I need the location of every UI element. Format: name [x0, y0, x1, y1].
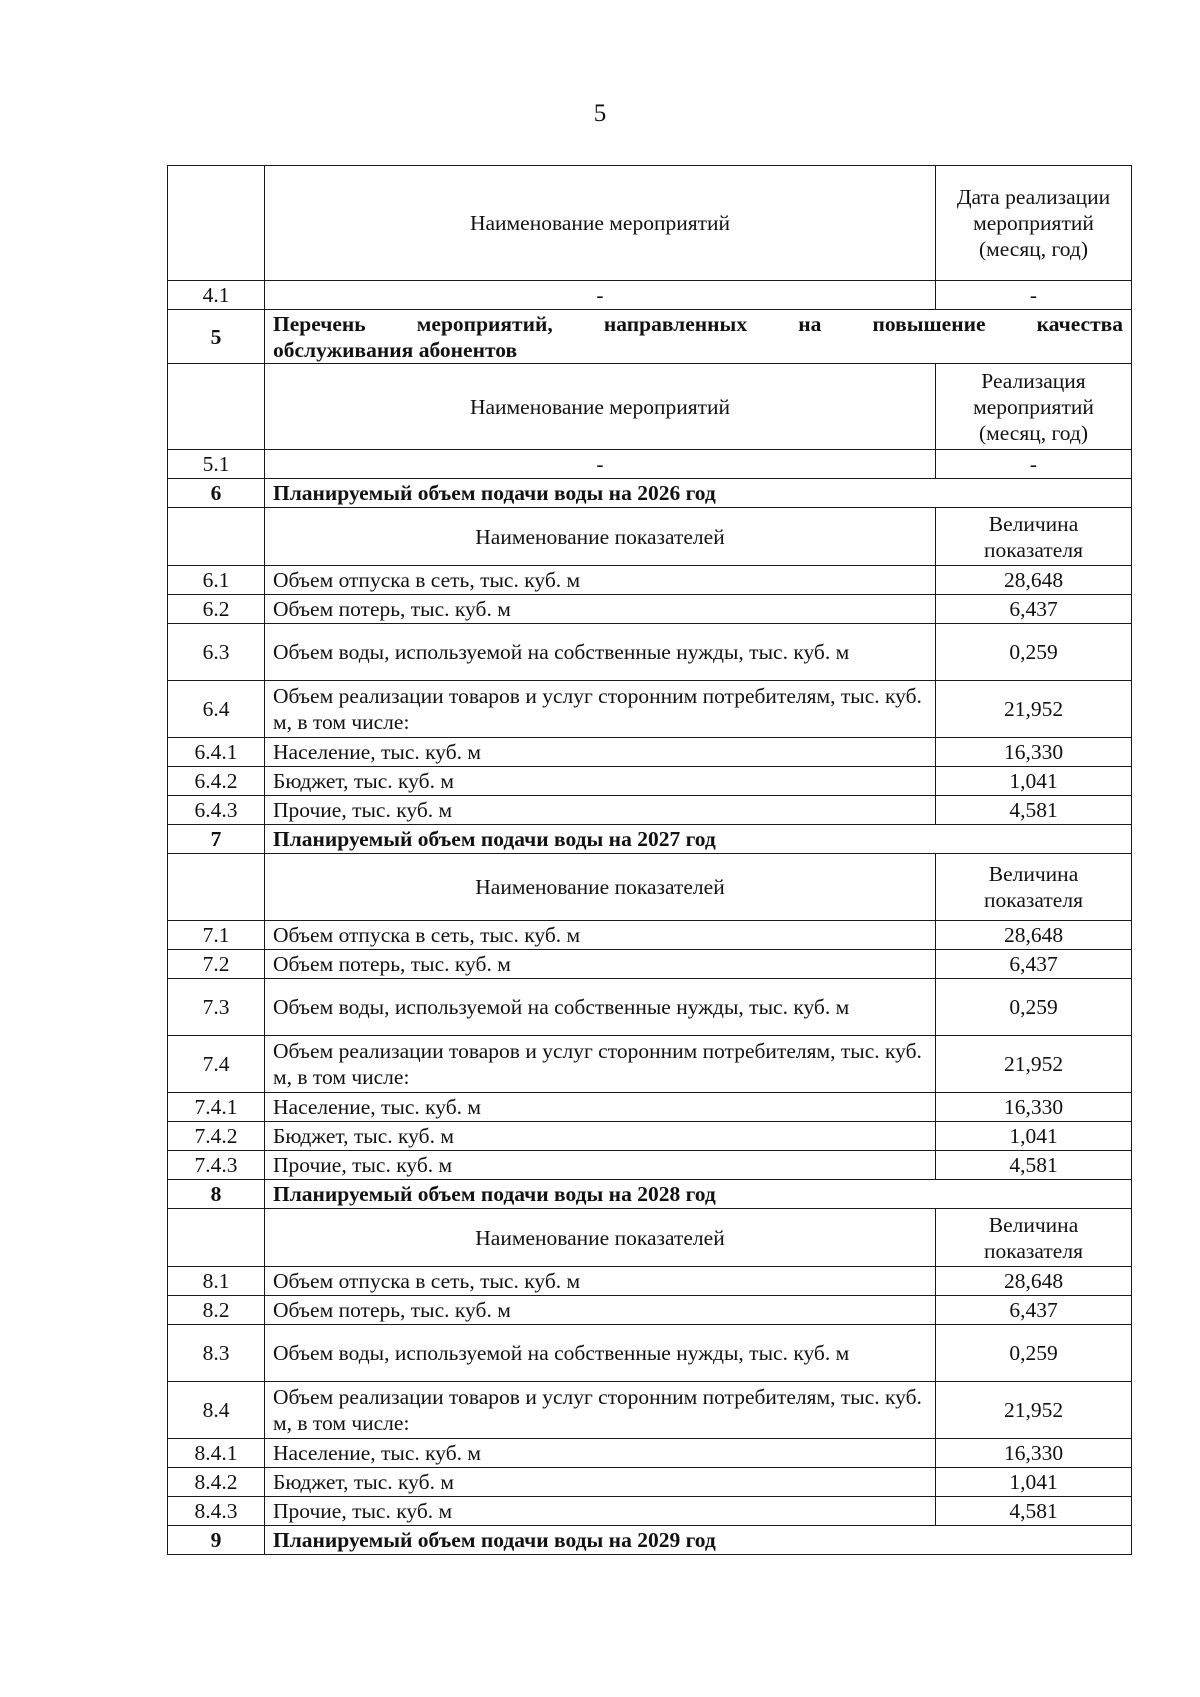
- row-number: 8.4.1: [168, 1439, 265, 1468]
- row-value: 21,952: [936, 1036, 1132, 1093]
- row-number: 7.4.1: [168, 1093, 265, 1122]
- row-value: 28,648: [936, 921, 1132, 950]
- row-number: 5.1: [168, 450, 265, 479]
- row-name: Объем реализации товаров и услуг сторонним потребителям, тыс. куб. м, в том числе:: [265, 681, 936, 738]
- row-name: Бюджет, тыс. куб. м: [265, 767, 936, 796]
- page-number: 5: [593, 100, 607, 127]
- column-header-date: Реализация мероприятий (месяц, год): [936, 364, 1132, 450]
- column-header-name: Наименование показателей: [265, 508, 936, 566]
- row-name: Объем отпуска в сеть, тыс. куб. м: [265, 921, 936, 950]
- row-value: 0,259: [936, 624, 1132, 681]
- table-row: [168, 738, 1132, 767]
- table-row: [168, 767, 1132, 796]
- section-title: Планируемый объем подачи воды на 2027 год: [265, 825, 1132, 854]
- row-name: Прочие, тыс. куб. м: [265, 796, 936, 825]
- table-row: [168, 1093, 1132, 1122]
- section-number: 5: [168, 310, 265, 364]
- row-number: 8.4: [168, 1382, 265, 1439]
- table-row: [168, 1325, 1132, 1382]
- row-number: 8.3: [168, 1325, 265, 1382]
- table-row: [168, 1468, 1132, 1497]
- row-name: Население, тыс. куб. м: [265, 1093, 936, 1122]
- section-number: 8: [168, 1180, 265, 1209]
- table-row: [168, 796, 1132, 825]
- row-number: 6.3: [168, 624, 265, 681]
- row-number: 8.4.2: [168, 1468, 265, 1497]
- row-value: -: [936, 450, 1132, 479]
- row-value: 6,437: [936, 950, 1132, 979]
- column-header-name: Наименование показателей: [265, 854, 936, 921]
- row-number: 7.4.2: [168, 1122, 265, 1151]
- row-value: 16,330: [936, 1093, 1132, 1122]
- row-value: 16,330: [936, 1439, 1132, 1468]
- row-number: 6.4.1: [168, 738, 265, 767]
- section-title: Планируемый объем подачи воды на 2026 год: [265, 479, 1132, 508]
- row-number: 6.4: [168, 681, 265, 738]
- column-header-value: Величина показателя: [936, 508, 1132, 566]
- table-header-row: [168, 854, 1132, 921]
- row-value: 4,581: [936, 1151, 1132, 1180]
- column-header-name: Наименование мероприятий: [265, 364, 936, 450]
- section-row: [168, 825, 1132, 854]
- row-value: 28,648: [936, 566, 1132, 595]
- row-value: -: [936, 281, 1132, 310]
- table-row: [168, 1296, 1132, 1325]
- table-header-row: [168, 364, 1132, 450]
- row-name: Бюджет, тыс. куб. м: [265, 1468, 936, 1497]
- section-title: Планируемый объем подачи воды на 2029 год: [265, 1526, 1132, 1555]
- num-cell: [168, 508, 265, 566]
- row-name: Население, тыс. куб. м: [265, 1439, 936, 1468]
- table-row: [168, 566, 1132, 595]
- row-number: 8.1: [168, 1267, 265, 1296]
- num-cell: [168, 364, 265, 450]
- num-cell: [168, 854, 265, 921]
- row-value: 21,952: [936, 681, 1132, 738]
- table-row: [168, 595, 1132, 624]
- row-number: 6.1: [168, 566, 265, 595]
- section-title: [265, 310, 1132, 364]
- num-cell: [168, 1209, 265, 1267]
- row-value: 0,259: [936, 979, 1132, 1036]
- row-value: 4,581: [936, 796, 1132, 825]
- row-value: 0,259: [936, 1325, 1132, 1382]
- table-header-row: [168, 166, 1132, 281]
- row-number: 6.4.2: [168, 767, 265, 796]
- section-row: [168, 1526, 1132, 1555]
- row-name: -: [265, 450, 936, 479]
- row-value: 6,437: [936, 595, 1132, 624]
- section-title-line2: обслуживания абонентов: [273, 337, 518, 362]
- table-row: [168, 450, 1132, 479]
- document-table: [167, 165, 1132, 1555]
- table-row: [168, 1151, 1132, 1180]
- table-row: [168, 1439, 1132, 1468]
- row-number: 7.1: [168, 921, 265, 950]
- row-number: 8.4.3: [168, 1497, 265, 1526]
- row-name: Прочие, тыс. куб. м: [265, 1497, 936, 1526]
- row-name: Объем воды, используемой на собственные нужды, тыс. куб. м: [265, 624, 936, 681]
- column-header-name: Наименование мероприятий: [265, 166, 936, 281]
- section-number: 9: [168, 1526, 265, 1555]
- row-number: 7.4.3: [168, 1151, 265, 1180]
- section-row: [168, 1180, 1132, 1209]
- row-name: Прочие, тыс. куб. м: [265, 1151, 936, 1180]
- table-header-row: [168, 1209, 1132, 1267]
- column-header-date: Дата реализации мероприятий (месяц, год): [936, 166, 1132, 281]
- row-name: Объем воды, используемой на собственные нужды, тыс. куб. м: [265, 979, 936, 1036]
- row-value: 28,648: [936, 1267, 1132, 1296]
- row-number: 6.2: [168, 595, 265, 624]
- row-number: 6.4.3: [168, 796, 265, 825]
- table-row: [168, 1036, 1132, 1093]
- row-number: 7.4: [168, 1036, 265, 1093]
- row-name: Объем потерь, тыс. куб. м: [265, 1296, 936, 1325]
- column-header-value: Величина показателя: [936, 854, 1132, 921]
- row-name: Объем отпуска в сеть, тыс. куб. м: [265, 1267, 936, 1296]
- row-number: 4.1: [168, 281, 265, 310]
- row-value: 21,952: [936, 1382, 1132, 1439]
- row-name: Объем отпуска в сеть, тыс. куб. м: [265, 566, 936, 595]
- column-header-name: Наименование показателей: [265, 1209, 936, 1267]
- table-row: [168, 1382, 1132, 1439]
- table-row: [168, 1267, 1132, 1296]
- row-name: -: [265, 281, 936, 310]
- row-number: 8.2: [168, 1296, 265, 1325]
- row-name: Объем воды, используемой на собственные нужды, тыс. куб. м: [265, 1325, 936, 1382]
- row-name: Объем реализации товаров и услуг сторонним потребителям, тыс. куб. м, в том числе:: [265, 1036, 936, 1093]
- section-title: Планируемый объем подачи воды на 2028 год: [265, 1180, 1132, 1209]
- section-number: 6: [168, 479, 265, 508]
- row-value: 16,330: [936, 738, 1132, 767]
- table-row: [168, 1497, 1132, 1526]
- table-row: [168, 681, 1132, 738]
- section-number: 7: [168, 825, 265, 854]
- row-value: 6,437: [936, 1296, 1132, 1325]
- table-header-row: [168, 508, 1132, 566]
- table-row: [168, 979, 1132, 1036]
- section-row: [168, 310, 1132, 364]
- section-title-line1: Перечень мероприятий, направленных на повышение качества: [273, 311, 1123, 336]
- row-number: 7.3: [168, 979, 265, 1036]
- table-row: [168, 921, 1132, 950]
- table-row: [168, 950, 1132, 979]
- row-name: Объем потерь, тыс. куб. м: [265, 950, 936, 979]
- row-value: 1,041: [936, 1122, 1132, 1151]
- row-name: Объем реализации товаров и услуг сторонним потребителям, тыс. куб. м, в том числе:: [265, 1382, 936, 1439]
- row-value: 4,581: [936, 1497, 1132, 1526]
- row-number: 7.2: [168, 950, 265, 979]
- row-name: Объем потерь, тыс. куб. м: [265, 595, 936, 624]
- num-cell: [168, 166, 265, 281]
- section-row: [168, 479, 1132, 508]
- row-value: 1,041: [936, 767, 1132, 796]
- row-name: Бюджет, тыс. куб. м: [265, 1122, 936, 1151]
- table-row: [168, 281, 1132, 310]
- row-value: 1,041: [936, 1468, 1132, 1497]
- row-name: Население, тыс. куб. м: [265, 738, 936, 767]
- table-row: [168, 624, 1132, 681]
- table-row: [168, 1122, 1132, 1151]
- column-header-value: Величина показателя: [936, 1209, 1132, 1267]
